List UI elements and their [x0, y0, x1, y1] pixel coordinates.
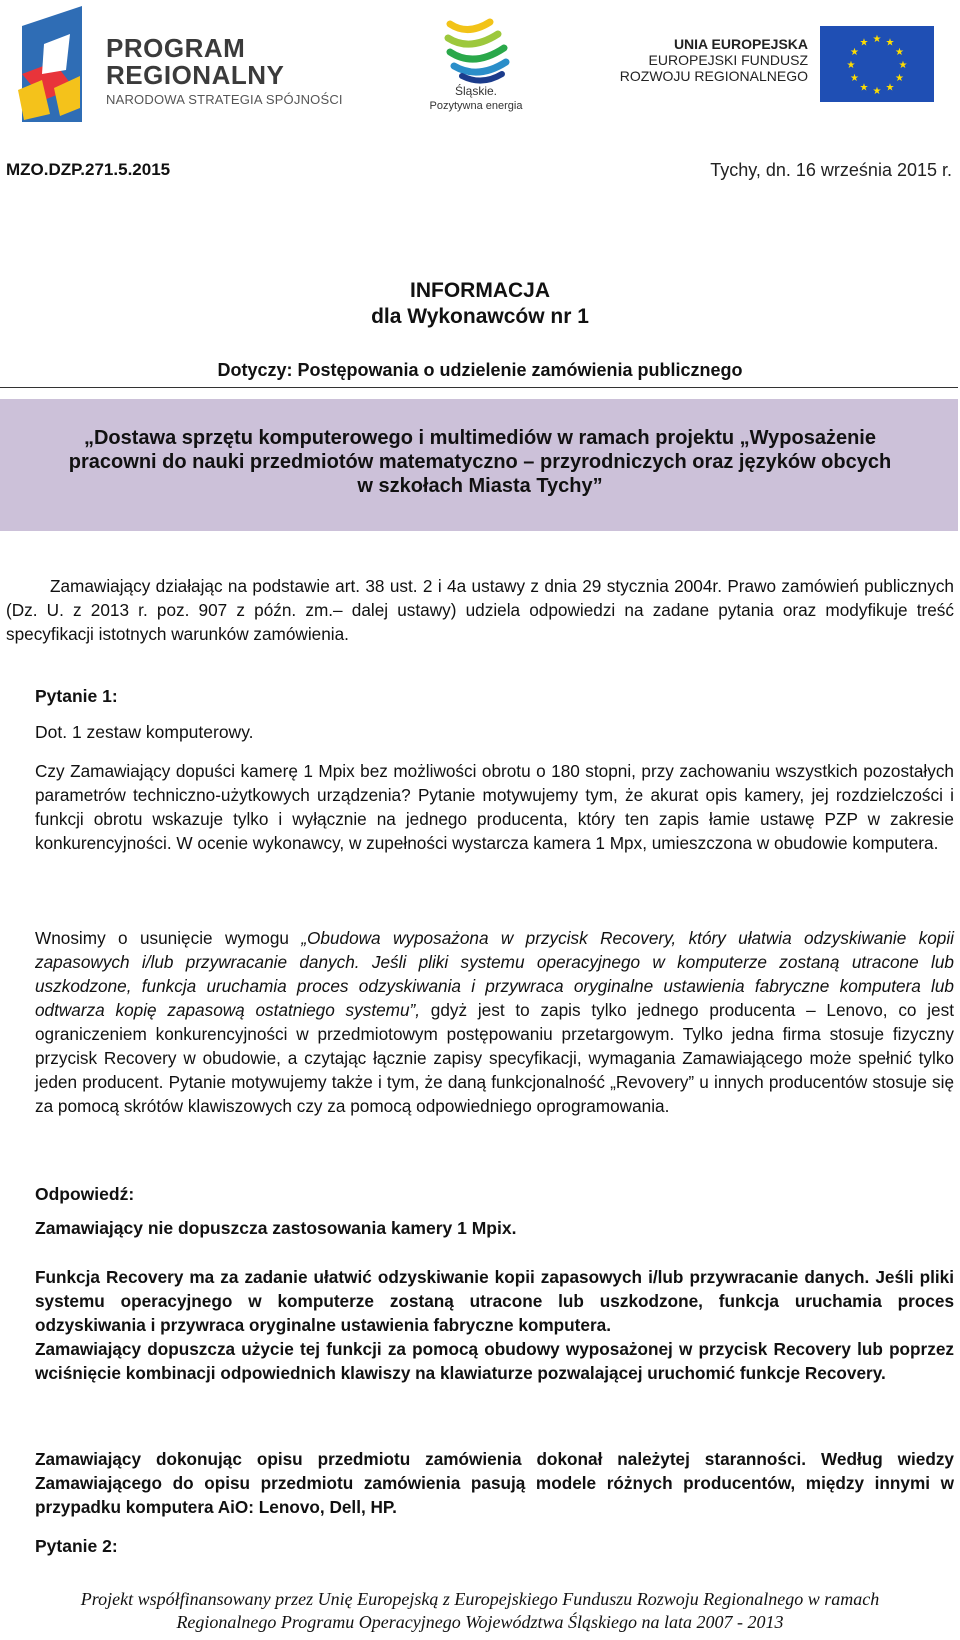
answer1-paragraph4: Zamawiający dokonując opisu przedmiotu zamówienia dokonał należytej staranności. Według wiedzy Zamawiającego do opisu przedmiotu zamówienia pasują modele różnych producentów, między innymi w przypadku komputera AiO: Lenovo, Dell, HP. — [35, 1449, 954, 1517]
svg-text:★: ★ — [885, 82, 895, 94]
svg-text:★: ★ — [872, 86, 882, 97]
tender-title-line1: „Dostawa sprzętu komputerowego i multimediów w ramach projektu „Wyposażenie — [83, 427, 876, 449]
program-regionalny-line1: PROGRAM — [106, 33, 246, 63]
footer — [0, 1588, 960, 1634]
program-regionalny-line2: REGIONALNY — [106, 60, 285, 90]
eu-line2: EUROPEJSKI FUNDUSZ — [648, 52, 808, 68]
title-line2: dla Wykonawców nr 1 — [371, 305, 589, 328]
para2-end: gdyż jest to zapis tylko jednego producenta – Lenovo, co jest ograniczeniem konkurencyjności w przedmiotowym postępowaniu przetargowym. Tylko jedna firma stosuje fizyczny przycisk Recovery w obudowie, a czytając łącznie zapisy specyfikacji, wymagania Zamawiającego może spełnić tylko jeden producent. Pytanie motywujemy także i tym, że daną funkcjonalność „Revovery” u innych producentów stosuje się za pomocą skrótów klawiszowych czy za pomocą odpowiedniego oprogramowania. — [35, 1000, 954, 1116]
intro-paragraph — [6, 574, 954, 646]
eu-flag-icon — [820, 26, 934, 102]
question1-paragraph2 — [35, 926, 954, 1118]
footer-line1: Projekt współfinansowany przez Unię Europejską z Europejskiego Funduszu Rozwoju Regionalnego w ramach — [80, 1589, 880, 1609]
title-line1: INFORMACJA — [410, 279, 550, 302]
divider — [0, 387, 958, 388]
program-regionalny-line3: NARODOWA STRATEGIA SPÓJNOŚCI — [106, 92, 343, 107]
svg-text:★: ★ — [850, 73, 859, 84]
intro-text: Zamawiający działając na podstawie art. 38 ust. 2 i 4a ustawy z dnia 29 stycznia 2004r. Prawo zamówień publicznych (Dz. U. z 2013 r. poz. 907 z późn. zm.– dalej ustawy) udziela odpowiedzi na zadane pytania oraz modyfikuje treść specyfikacji istotnych warunków zamówienia. — [6, 576, 954, 644]
slaskie-tagline: Pozytywna energia — [429, 100, 523, 112]
question2-heading: Pytanie 2: — [35, 1536, 118, 1556]
eu-line1: UNIA EUROPEJSKA — [673, 36, 808, 52]
svg-text:★: ★ — [885, 37, 895, 49]
svg-text:★: ★ — [895, 47, 904, 58]
answer1-heading: Odpowiedź: — [35, 1184, 135, 1204]
para2-start: Wnosimy o usunięcie wymogu — [35, 928, 302, 948]
document-title — [0, 278, 960, 330]
footer-line2: Regionalnego Programu Operacyjnego Województwa Śląskiego na lata 2007 - 2013 — [176, 1612, 784, 1632]
eu-fund-text — [612, 36, 808, 84]
answer1-para2: Funkcja Recovery ma za zadanie ułatwić odzyskiwanie kopii zapasowych i/lub przywracanie danych. Jeśli pliki systemu operacyjnego w komputerze zostaną utracone lub uszkodzone, funkcja uruchamia proces odzyskiwania i przywraca oryginalne ustawienia fabryczne komputera. — [35, 1267, 954, 1335]
para2-quote: „Obudowa wyposażona w przycisk Recovery, który ułatwia odzyskiwanie kopii zapasowych i/lub przywracanie danych. Jeśli pliki systemu operacyjnego w komputerze zostaną utracone lub uszkodzone, funkcja uruchamia proces odzyskiwania i przywraca oryginalne ustawienia fabryczne komputera lub odtwarza kopię zapasową ostatniego systemu”, — [35, 928, 954, 1020]
svg-text:★: ★ — [898, 60, 908, 71]
tender-title-line3: w szkołach Miasta Tychy” — [357, 475, 603, 497]
reference-number: MZO.DZP.271.5.2015 — [6, 160, 171, 179]
svg-text:★: ★ — [850, 47, 859, 58]
tender-title-line2: pracowni do nauki przedmiotów matematyczno – przyrodniczych oraz języków obcych — [68, 451, 892, 473]
eu-line3: ROZWOJU REGIONALNEGO — [619, 68, 808, 84]
svg-text:★: ★ — [859, 82, 869, 94]
svg-text:★: ★ — [859, 37, 869, 49]
question1-dot: Dot. 1 zestaw komputerowy. — [35, 722, 254, 742]
header-logos — [0, 0, 960, 125]
answer1-line1: Zamawiający nie dopuszcza zastosowania kamery 1 Mpix. — [35, 1218, 517, 1238]
question1-paragraph1: Czy Zamawiający dopuści kamerę 1 Mpix bez możliwości obrotu o 180 stopni, przy zachowaniu wszystkich pozostałych parametrów techniczno-użytkowych urządzenia? Pytanie motywujemy tym, że akurat opis kamery, jej rozdzielczości i funkcji obrotu wskazuje tylko i wyłącznie na jednego producenta, który ten zapis łamie ustawę PZP w zakresie konkurencyjności. W ocenie wykonawcy, w zupełności wystarcza kamera 1 Mpx, umieszczona w obudowie komputera. — [35, 761, 954, 853]
slaskie-name: Śląskie. — [454, 84, 498, 98]
svg-text:★: ★ — [872, 34, 882, 45]
document-date: Tychy, dn. 16 września 2015 r. — [710, 160, 952, 180]
question1-heading: Pytanie 1: — [35, 686, 118, 706]
tender-title — [6, 426, 954, 498]
svg-text:★: ★ — [846, 60, 856, 71]
svg-text:★: ★ — [895, 73, 904, 84]
subject-line: Dotyczy: Postępowania o udzielenie zamówienia publicznego — [217, 360, 743, 380]
answer1-paragraph2 — [35, 1265, 954, 1385]
answer1-para3: Zamawiający dopuszcza użycie tej funkcji za pomocą obudowy wyposażonej w przycisk Recovery lub poprzez wciśnięcie kombinacji odpowiednich klawiszy na klawiaturze pozwalającej uruchomić funkcje Recovery. — [35, 1339, 954, 1383]
